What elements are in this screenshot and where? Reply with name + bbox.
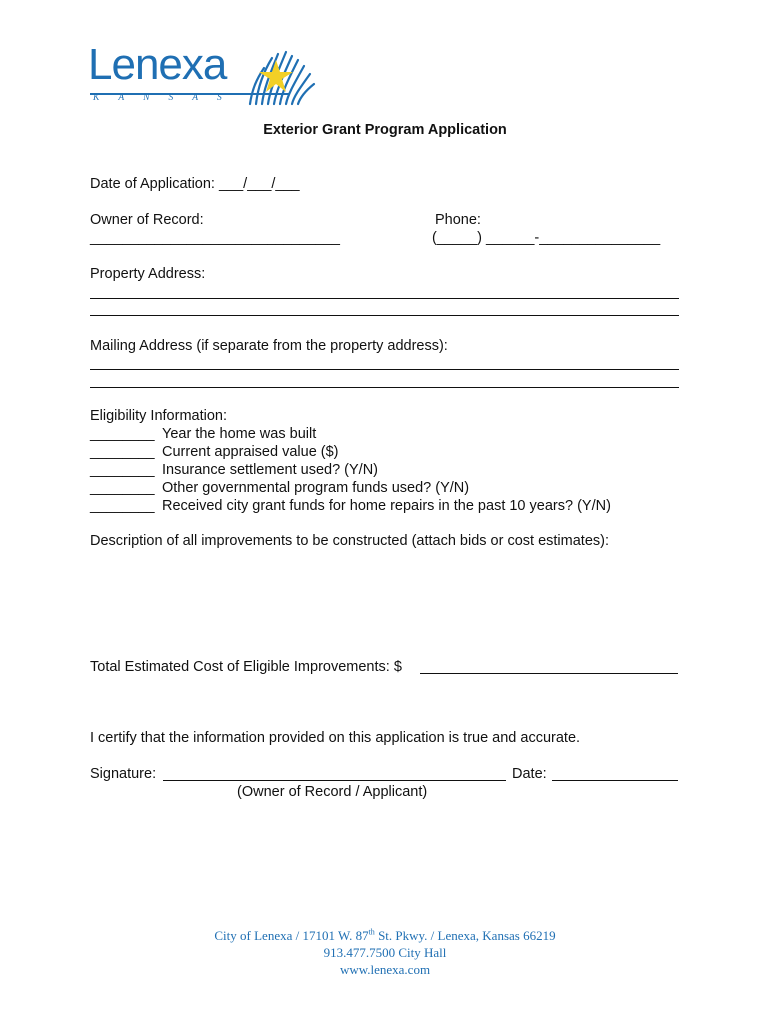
footer-phone: 913.477.7500 City Hall: [323, 945, 447, 960]
eligibility-blank-gov-funds[interactable]: ________: [90, 480, 155, 496]
form-title: Exterior Grant Program Application: [263, 122, 507, 138]
footer-address-sup: th: [368, 927, 375, 937]
signature-label: Signature:: [90, 766, 157, 782]
eligibility-item-insurance: Insurance settlement used? (Y/N): [162, 462, 378, 478]
owner-of-record-field[interactable]: _______________________________: [90, 230, 340, 246]
footer-address-post: St. Pkwy. / Lenexa, Kansas 66219: [374, 928, 556, 943]
description-label: Description of all improvements to be constructed (attach bids or cost estimates):: [90, 533, 609, 549]
description-area[interactable]: [90, 552, 679, 652]
star-grass-logo-icon: [246, 46, 318, 106]
mailing-address-label: Mailing Address (if separate from the property address):: [90, 338, 448, 354]
property-address-label: Property Address:: [90, 266, 206, 282]
signature-date-field[interactable]: [552, 780, 678, 781]
signature-date-label: Date:: [512, 766, 547, 782]
footer-address-pre: City of Lenexa / 17101 W. 87: [214, 928, 369, 943]
eligibility-heading: Eligibility Information:: [90, 408, 227, 424]
eligibility-blank-year[interactable]: ________: [90, 426, 155, 442]
eligibility-blank-value[interactable]: ________: [90, 444, 155, 460]
logo-state: KANSAS: [93, 93, 241, 103]
phone-label: Phone:: [435, 212, 481, 228]
certify-statement: I certify that the information provided on this application is true and accurate.: [90, 730, 581, 746]
logo-wordmark: Lenexa: [88, 40, 227, 89]
footer-address: [0, 927, 770, 944]
footer-website-link[interactable]: www.lenexa.com: [339, 962, 431, 977]
phone-field[interactable]: (_____) ______-_______________: [432, 230, 661, 246]
eligibility-blank-insurance[interactable]: ________: [90, 462, 155, 478]
eligibility-item-gov-funds: Other governmental program funds used? (Y/N): [162, 480, 470, 496]
mailing-address-line-1[interactable]: [90, 369, 679, 370]
eligibility-item-appraised-value: Current appraised value ($): [162, 444, 339, 460]
signature-field[interactable]: [163, 780, 506, 781]
signature-sub-label: (Owner of Record / Applicant): [237, 784, 428, 800]
mailing-address-line-2[interactable]: [90, 387, 679, 388]
owner-of-record-label: Owner of Record:: [90, 212, 204, 228]
property-address-line-2[interactable]: [90, 315, 679, 316]
total-cost-field[interactable]: [420, 673, 678, 674]
date-of-application-field[interactable]: Date of Application: ___/___/___: [90, 176, 300, 192]
eligibility-item-year-built: Year the home was built: [162, 426, 317, 442]
eligibility-item-city-grant: Received city grant funds for home repairs in the past 10 years? (Y/N): [162, 498, 611, 514]
total-cost-label: Total Estimated Cost of Eligible Improvements: $: [90, 659, 402, 675]
eligibility-blank-city-grant[interactable]: ________: [90, 498, 155, 514]
property-address-line-1[interactable]: [90, 298, 679, 299]
